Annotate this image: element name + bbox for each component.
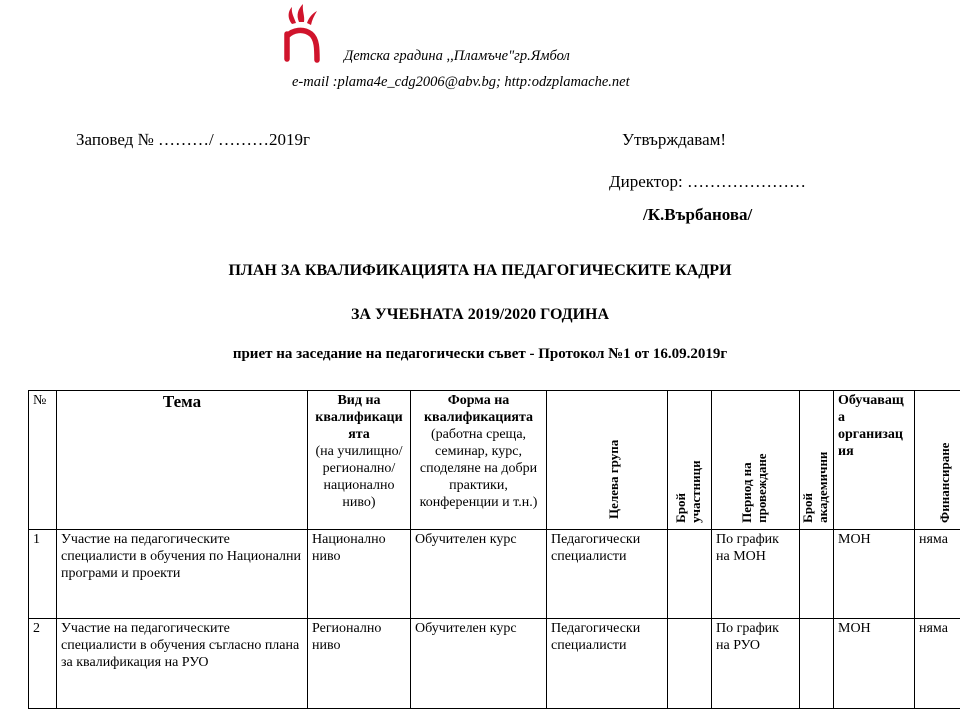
table-header-row — [29, 391, 960, 530]
row-organization: МОН — [834, 619, 915, 709]
hours-line-1: Брой — [799, 493, 815, 523]
row-topic: Участие на педагогическите специалисти в обучения по Национални програми и проекти — [57, 530, 308, 619]
row-topic: Участие на педагогическите специалисти в обучения съгласно плана за квалификация на РУО — [57, 619, 308, 709]
participants-line-2: участници — [687, 460, 703, 523]
kindergarten-logo — [279, 4, 329, 66]
col-header-period-label — [740, 454, 770, 523]
col-header-number: № — [29, 391, 57, 530]
row-form: Обучителен курс — [411, 530, 547, 619]
adoption-note: приет на заседание на педагогически съвет - Протокол №1 от 16.09.2019г — [232, 346, 728, 362]
row-type: Национално ниво — [308, 530, 411, 619]
kindergarten-name: Детска градина ,,Пламъче"гр.Ямбол — [344, 48, 570, 64]
document-subtitle: ЗА УЧЕБНАТА 2019/2020 ГОДИНА — [350, 306, 610, 323]
period-line-1: Период на — [738, 462, 754, 523]
row-organization: МОН — [834, 530, 915, 619]
row-period: По график на МОН — [712, 530, 800, 619]
logo-flame-right — [307, 11, 317, 25]
col-header-participants — [668, 391, 712, 530]
approval-label: Утвърждавам! — [622, 130, 727, 149]
col-header-form — [411, 391, 547, 530]
col-header-target — [547, 391, 668, 530]
row-period: По график на РУО — [712, 619, 800, 709]
director-name: /К.Върбанова/ — [643, 205, 753, 224]
row-number: 2 — [29, 619, 57, 709]
logo-letter — [287, 30, 317, 60]
col-header-participants-label — [674, 461, 704, 523]
col-header-topic: Тема — [57, 391, 308, 530]
col-header-type — [308, 391, 411, 530]
table-row — [29, 530, 960, 619]
row-hours — [800, 530, 834, 619]
col-header-funding — [915, 391, 960, 530]
director-signature-line: Директор: ………………… — [609, 172, 806, 191]
order-number: Заповед № ………/ ………2019г — [76, 130, 310, 149]
document-title: ПЛАН ЗА КВАЛИФИКАЦИЯТА НА ПЕДАГОГИЧЕСКИТЕ КАДРИ — [228, 262, 732, 279]
col-header-type-label: Вид на квалификаци ята — [315, 393, 403, 443]
row-participants — [668, 619, 712, 709]
col-header-period — [712, 391, 800, 530]
col-header-hours — [800, 391, 834, 530]
col-header-form-note: (работна среща, семинар, курс, споделяне на добри практики, конференции и т.н.) — [419, 427, 538, 511]
hours-line-2: академични — [814, 451, 830, 523]
participants-line-1: Брой — [672, 493, 688, 523]
row-funding: няма — [915, 619, 960, 709]
row-funding: няма — [915, 530, 960, 619]
contact-line: e-mail :plama4e_cdg2006@abv.bg; http:odzplamache.net — [292, 74, 630, 90]
row-target: Педагогически специалисти — [547, 619, 668, 709]
col-header-hours-label — [801, 452, 831, 523]
row-target: Педагогически специалисти — [547, 530, 668, 619]
col-header-organization: Обучаващ а организац ия — [834, 391, 915, 530]
row-participants — [668, 530, 712, 619]
logo-flame-center — [298, 4, 305, 22]
row-type: Регионално ниво — [308, 619, 411, 709]
row-form: Обучителен курс — [411, 619, 547, 709]
col-header-target-label: Целева група — [606, 439, 621, 519]
row-hours — [800, 619, 834, 709]
table-row — [29, 619, 960, 709]
col-header-type-note: (на училищно/ регионално/ национално ниво) — [315, 444, 403, 511]
col-header-form-label: Форма на квалификацията — [423, 393, 534, 426]
period-line-2: провеждане — [753, 453, 769, 523]
row-number: 1 — [29, 530, 57, 619]
qualification-plan-table — [28, 390, 960, 709]
logo-flame-left — [289, 7, 296, 24]
col-header-funding-label: Финансиране — [937, 442, 952, 523]
